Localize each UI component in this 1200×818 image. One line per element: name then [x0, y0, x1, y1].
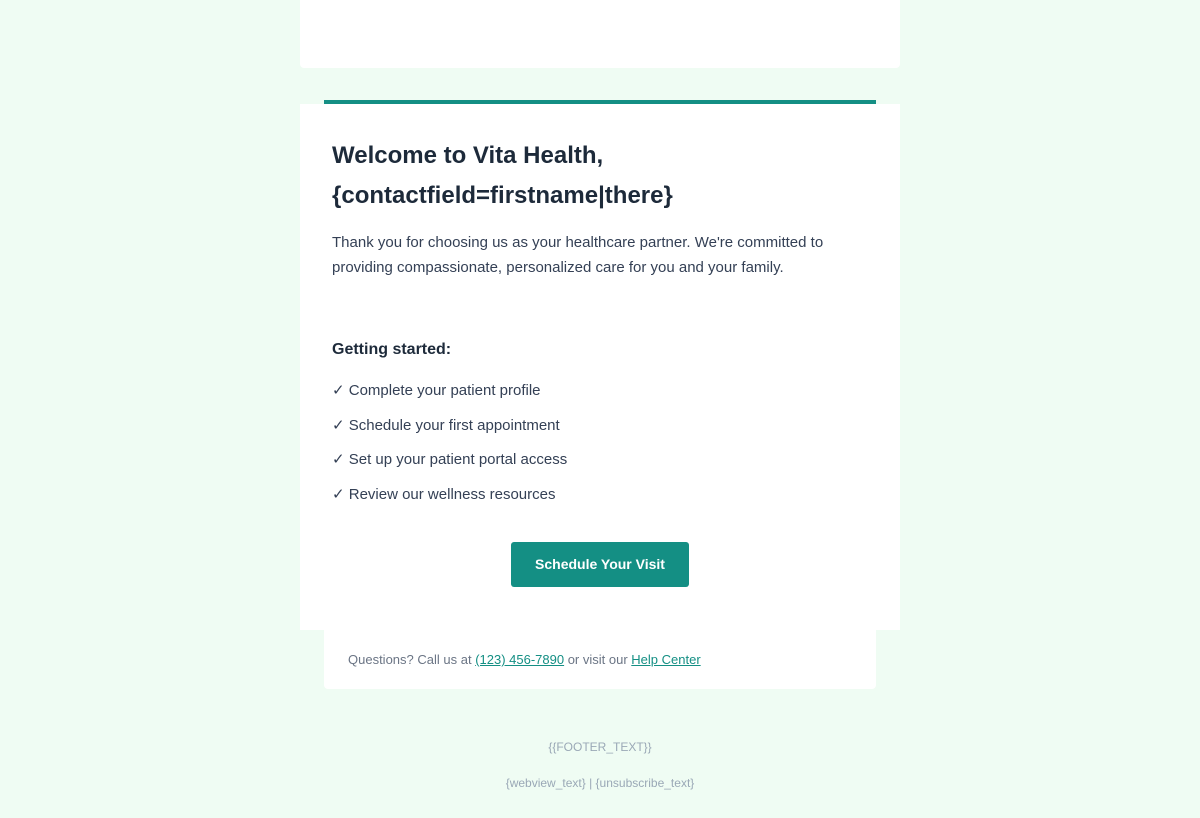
getting-started-heading: Getting started:	[332, 341, 452, 358]
welcome-title: Welcome to Vita Health, {contactfield=firstname|there}	[332, 142, 673, 209]
footer-separator: |	[585, 776, 596, 790]
unsubscribe-link[interactable]: {unsubscribe_text}	[595, 776, 695, 790]
welcome-card	[300, 104, 900, 630]
footer-links	[300, 775, 900, 791]
help-card	[324, 630, 876, 689]
intro-text: Thank you for choosing us as your healthcare partner. We're committed to providing compassionate, personalized care for you and your family.	[332, 234, 824, 276]
getting-started-list	[332, 378, 567, 517]
phone-link[interactable]: (123) 456-7890	[475, 652, 565, 667]
step-complete-profile: ✓ Complete your patient profile	[332, 382, 541, 399]
step-wellness-resources: ✓ Review our wellness resources	[332, 486, 556, 504]
webview-link[interactable]: {webview_text}	[505, 776, 586, 790]
help-prefix: Questions? Call us at	[348, 652, 476, 667]
footer-text: {{FOOTER_TEXT}}	[548, 740, 652, 754]
help-text	[348, 651, 701, 668]
help-center-link[interactable]: Help Center	[631, 652, 701, 667]
step-portal-access: ✓ Set up your patient portal access	[332, 451, 568, 469]
schedule-visit-button[interactable]: Schedule Your Visit	[511, 542, 689, 587]
step-schedule-appointment: ✓ Schedule your first appointment	[332, 416, 560, 434]
help-middle: or visit our	[564, 652, 632, 667]
header-card	[300, 0, 900, 68]
